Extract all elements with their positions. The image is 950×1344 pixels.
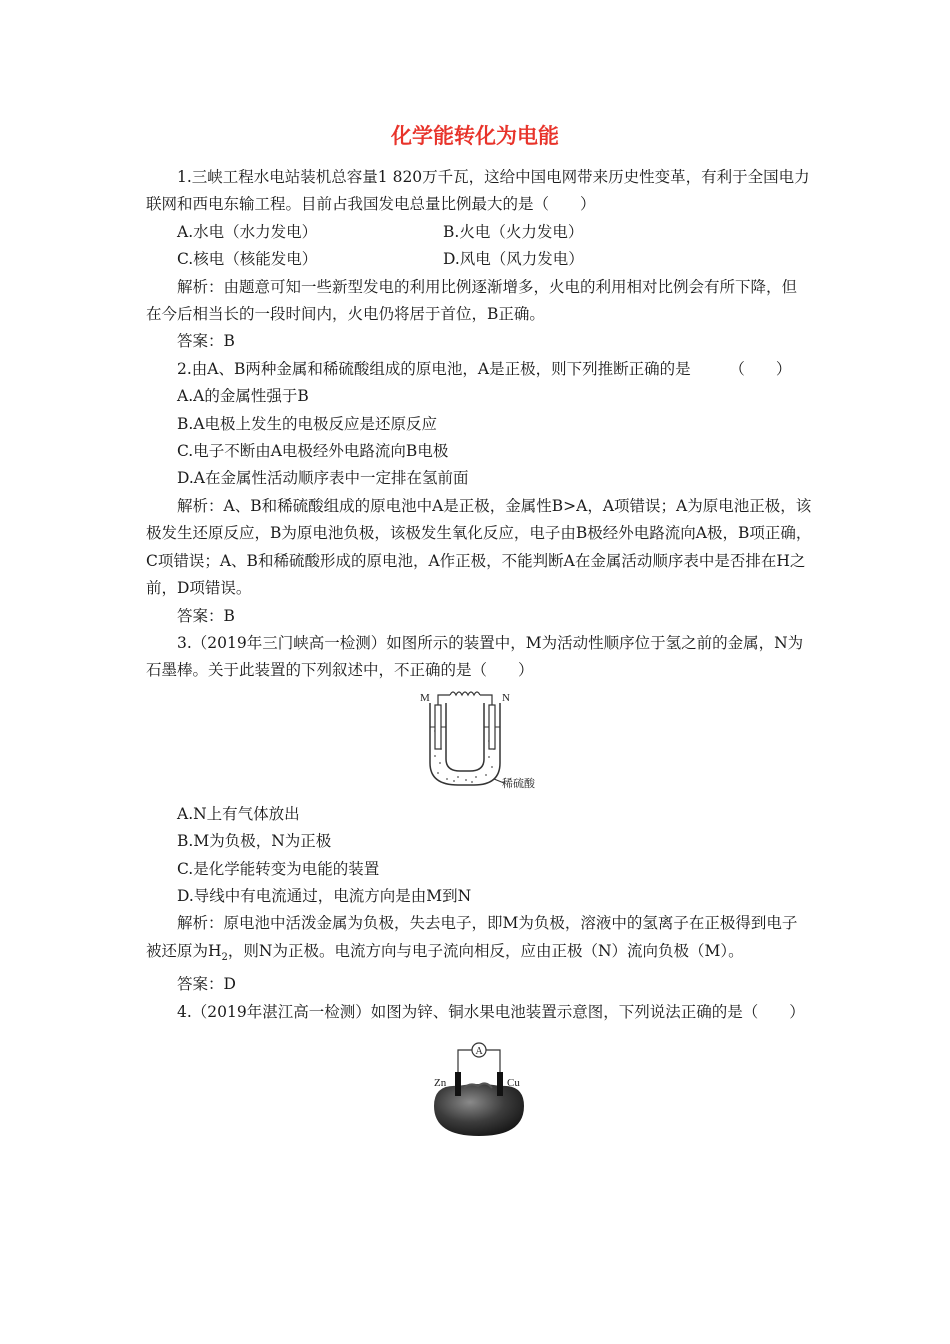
document-body	[146, 164, 812, 1141]
electrode-label-zn: Zn	[434, 1077, 447, 1090]
question-2-option-d: D.A在金属性活动顺序表中一定排在氢前面	[177, 469, 469, 488]
question-3-analysis	[146, 910, 812, 971]
question-3-analysis-subscript: 2	[221, 951, 228, 963]
question-4-stem: 4.（2019年湛江高一检测）如图为锌、铜水果电池装置示意图，下列说法正确的是（ ）	[177, 1002, 805, 1021]
electrode-label-cu: Cu	[507, 1077, 520, 1090]
figure-label-m: M	[420, 691, 430, 704]
question-1-options-row-1	[146, 219, 812, 246]
figure-label-acid: 稀硫酸	[502, 776, 535, 790]
question-3-option-d: D.导线中有电流通过，电流方向是由M到N	[177, 886, 472, 905]
ammeter-label: A	[475, 1046, 483, 1058]
question-1-option-d: D.风电（风力发电）	[443, 250, 584, 269]
question-2-answer: 答案：B	[177, 606, 235, 625]
question-3-answer: 答案：D	[177, 975, 236, 994]
document-title: 化学能转化为电能	[391, 124, 559, 148]
question-1-options-row-2	[146, 246, 812, 273]
question-1-stem: 1.三峡工程水电站装机总容量1 820万千瓦，这给中国电网带来历史性变革，有利于全国电力联网和西电东输工程。目前占我国发电总量比例最大的是（ ）	[146, 168, 810, 214]
u-tube-cell-figure	[414, 691, 544, 791]
question-1-analysis: 解析：由题意可知一些新型发电的利用比例逐渐增多，火电的利用相对比例会有所下降，但在今后相当长的一段时间内，火电仍将居于首位，B正确。	[146, 277, 798, 324]
question-3-option-a: A.N上有气体放出	[177, 804, 300, 823]
question-2-option-b: B.A电极上发生的电极反应是还原反应	[177, 414, 438, 433]
question-1-option-a: A.水电（水力发电）	[177, 222, 318, 241]
question-3-option-b: B.M为负极，N为正极	[177, 832, 332, 851]
question-1-option-b: B.火电（火力发电）	[443, 222, 584, 241]
fruit-battery-figure	[424, 1036, 534, 1141]
figure-label-n: N	[502, 691, 510, 704]
question-3-option-c: C.是化学能转变为电能的装置	[177, 859, 380, 878]
question-2-stem: 2.由A、B两种金属和稀硫酸组成的原电池，A是正极，则下列推断正确的是 （ ）	[177, 359, 792, 378]
question-2-option-a: A.A的金属性强于B	[177, 387, 309, 406]
question-1-answer: 答案：B	[177, 332, 235, 351]
question-3-analysis-part-1: 解析：原电池中活泼金属为负极，失去电子，即M为负极，溶液中的氢离子在正极得到电子被还原为H	[146, 914, 798, 960]
question-3-analysis-part-2: ，则N为正极。电流方向与电子流向相反，应由正极（N）流向负极（M）。	[227, 941, 744, 960]
question-3-stem: 3.（2019年三门峡高一检测）如图所示的装置中，M为活动性顺序位于氢之前的金属，N为石墨棒。关于此装置的下列叙述中，不正确的是（ ）	[146, 633, 804, 680]
question-2-option-c: C.电子不断由A电极经外电路流向B电极	[177, 442, 449, 461]
question-2-analysis: 解析：A、B和稀硫酸组成的原电池中A是正极，金属性B>A，A项错误；A为原电池正极，该极发生还原反应，B为原电池负极，该极发生氧化反应，电子由B极经外电路流向A极，B项正确，C项错误；A、B和稀硫酸形成的原电池，A作正极，不能判断A在金属活动顺序表中是否排在H之前，D项错误。	[146, 496, 812, 598]
question-1-option-c: C.核电（核能发电）	[177, 250, 318, 269]
